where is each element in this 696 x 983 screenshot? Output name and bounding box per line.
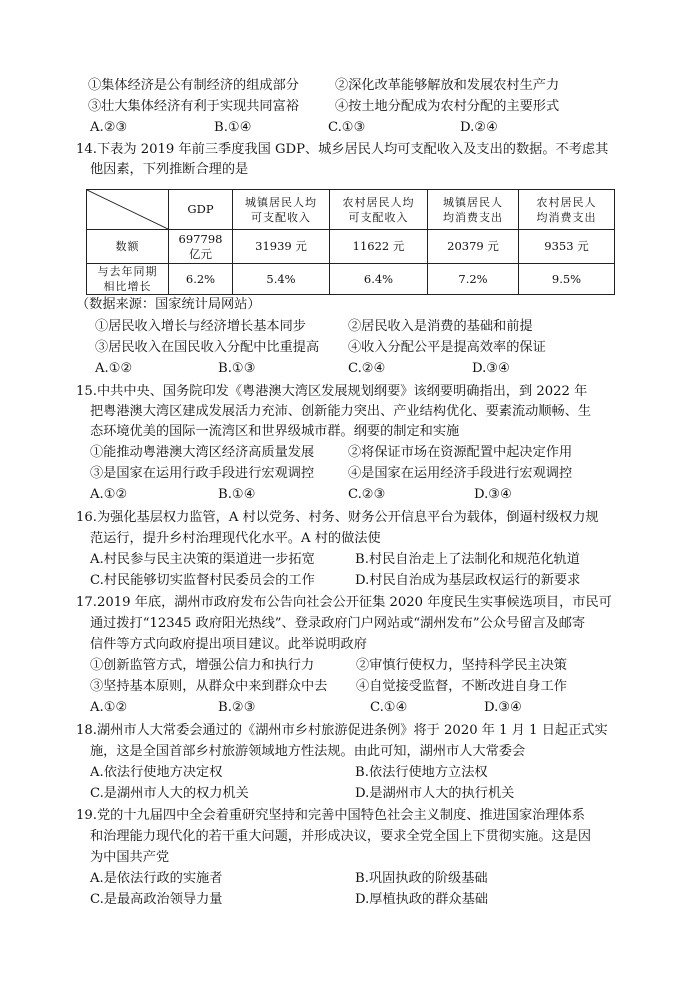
diagonal-line-icon xyxy=(87,190,168,229)
cell-rural-spending-growth: 9.5% xyxy=(519,264,615,295)
q16-option-b: B.村民自治走上了法制化和规范化轨道 xyxy=(355,552,580,567)
q18-stem-line-1: 18.湖州市人大常委会通过的《湖州市乡村旅游促进条例》将于 2020 年 1 月 1 日起正式实 xyxy=(76,723,608,738)
q13-option-d: D.②④ xyxy=(460,120,498,135)
q19-stem-line-2: 和治理能力现代化的若干重大问题，并形成决议，要求全党全国上下贯彻实施。这是因 xyxy=(90,829,592,844)
cell-urban-spending-growth: 7.2% xyxy=(428,264,519,295)
cell-urban-spending-amount: 20379 元 xyxy=(428,230,519,264)
q14-statement-3: ③居民收入在国民收入分配中比重提高 xyxy=(95,340,320,355)
q13-statement-2: ②深化改革能够解放和发展农村生产力 xyxy=(335,78,560,93)
q16-option-d: D.村民自治成为基层政权运行的新要求 xyxy=(355,573,581,588)
q14-statement-4: ④收入分配公平是提高效率的保证 xyxy=(348,340,546,355)
q18-option-b: B.依法行使地方立法权 xyxy=(355,765,488,780)
q15-option-a: A.①② xyxy=(90,487,128,502)
q18-stem-line-2: 施，这是全国首部乡村旅游领域地方性法规。由此可知，湖州市人大常委会 xyxy=(90,744,526,759)
q19-stem-line-1: 19.党的十九届四中全会着重研究坚持和完善中国特色社会主义制度、推进国家治理体系 xyxy=(76,808,585,823)
q14-option-b: B.①③ xyxy=(218,361,256,376)
q13-option-a: A.②③ xyxy=(90,120,128,135)
q15-stem-line-1: 15.中共中央、国务院印发《粤港澳大湾区发展规划纲要》该纲要明确指出，到 2022 年 xyxy=(76,384,588,399)
q14-data-source: （数据来源：国家统计局网站） xyxy=(76,297,261,312)
q14-stem-line-1: 14.下表为 2019 年前三季度我国 GDP、城乡居民人均可支配收入及支出的数据。不考虑其 xyxy=(76,142,609,157)
q15-stem-line-3: 态环境优美的国际一流湾区和世界级城市群。纲要的制定和实施 xyxy=(90,424,460,439)
q19-stem-line-3: 为中国共产党 xyxy=(90,850,170,865)
q15-statement-2: ②将保证市场在资源配置中起决定作用 xyxy=(348,445,573,460)
cell-gdp-growth: 6.2% xyxy=(169,264,233,295)
q15-statement-4: ④是国家在运用经济手段进行宏观调控 xyxy=(348,466,573,481)
q17-stem-line-2: 通过拨打“12345 政府阳光热线”、登录政府门户网站或“湖州发布”公众号留言及邮寄 xyxy=(90,616,586,631)
q15-option-b: B.①④ xyxy=(218,487,256,502)
q18-option-c: C.是湖州市人大的权力机关 xyxy=(90,786,249,801)
q16-stem-line-2: 范运行，提升乡村治理现代化水平。A 村的做法使 xyxy=(90,531,381,546)
header-gdp: GDP xyxy=(169,190,233,230)
q19-option-c: C.是最高政治领导力量 xyxy=(90,892,223,907)
q19-option-b: B.巩固执政的阶级基础 xyxy=(355,871,488,886)
q13-statement-1: ①集体经济是公有制经济的组成部分 xyxy=(88,78,299,93)
cell-urban-income-growth: 5.4% xyxy=(233,264,330,295)
q14-option-c: C.②④ xyxy=(348,361,386,376)
q14-statement-1: ①居民收入增长与经济增长基本同步 xyxy=(95,319,306,334)
cell-urban-income-amount: 31939 元 xyxy=(233,230,330,264)
q17-option-d: D.③④ xyxy=(484,700,522,715)
q19-option-d: D.厚植执政的群众基础 xyxy=(355,892,488,907)
q17-option-b: B.②③ xyxy=(218,700,256,715)
q19-option-a: A.是依法行政的实施者 xyxy=(90,871,223,886)
q15-stem-line-2: 把粤港澳大湾区建成发展活力充沛、创新能力突出、产业结构优化、要素流动顺畅、生 xyxy=(90,404,592,419)
q17-statement-4: ④自觉接受监督，不断改进自身工作 xyxy=(356,679,567,694)
q17-stem-line-1: 17.2019 年底，湖州市政府发布公告向社会公开征集 2020 年度民生实事候选项目，市民可 xyxy=(76,595,612,610)
header-rural-income: 农村居民人均 可支配收入 xyxy=(330,190,428,230)
table-corner-cell xyxy=(87,190,169,230)
cell-rural-spending-amount: 9353 元 xyxy=(519,230,615,264)
q16-option-c: C.村民能够切实监督村民委员会的工作 xyxy=(90,573,315,588)
cell-rural-income-amount: 11622 元 xyxy=(330,230,428,264)
q17-option-c: C.①④ xyxy=(370,700,408,715)
q17-statement-1: ①创新监管方式，增强公信力和执行力 xyxy=(90,658,315,673)
q14-data-table xyxy=(86,189,615,295)
header-urban-spending: 城镇居民人 均消费支出 xyxy=(428,190,519,230)
q18-option-d: D.是湖州市人大的执行机关 xyxy=(355,786,515,801)
q13-option-b: B.①④ xyxy=(214,120,252,135)
header-rural-spending: 农村居民人 均消费支出 xyxy=(519,190,615,230)
q15-option-c: C.②③ xyxy=(348,487,386,502)
q17-option-a: A.①② xyxy=(90,700,128,715)
q17-statement-3: ③坚持基本原则，从群众中来到群众中去 xyxy=(90,679,328,694)
q13-statement-4: ④按土地分配成为农村分配的主要形式 xyxy=(335,99,560,114)
q13-option-c: C.①③ xyxy=(328,120,366,135)
cell-rural-income-growth: 6.4% xyxy=(330,264,428,295)
q15-option-d: D.③④ xyxy=(474,487,512,502)
q15-statement-3: ③是国家在运用行政手段进行宏观调控 xyxy=(90,466,315,481)
cell-gdp-amount: 697798 亿元 xyxy=(169,230,233,264)
q17-stem-line-3: 信件等方式向政府提出项目建议。此举说明政府 xyxy=(90,637,367,652)
q14-option-d: D.③④ xyxy=(472,361,510,376)
q15-statement-1: ①能推动粤港澳大湾区经济高质量发展 xyxy=(90,445,315,460)
q17-statement-2: ②审慎行使权力，坚持科学民主决策 xyxy=(356,658,567,673)
q16-option-a: A.村民参与民主决策的渠道进一步拓宽 xyxy=(90,552,315,567)
q13-statement-3: ③壮大集体经济有利于实现共同富裕 xyxy=(88,99,299,114)
q18-option-a: A.依法行使地方决定权 xyxy=(90,765,223,780)
q14-option-a: A.①② xyxy=(95,361,133,376)
header-urban-income: 城镇居民人均 可支配收入 xyxy=(233,190,330,230)
row-label-growth: 与去年同期 相比增长 xyxy=(87,264,169,295)
row-label-amount: 数额 xyxy=(87,230,169,264)
q14-statement-2: ②居民收入是消费的基础和前提 xyxy=(348,319,533,334)
q16-stem-line-1: 16.为强化基层权力监管，A 村以党务、村务、财务公开信息平台为载体，倒逼村级权力规 xyxy=(76,510,599,525)
q14-stem-line-2: 他因素，下列推断合理的是 xyxy=(90,162,249,177)
